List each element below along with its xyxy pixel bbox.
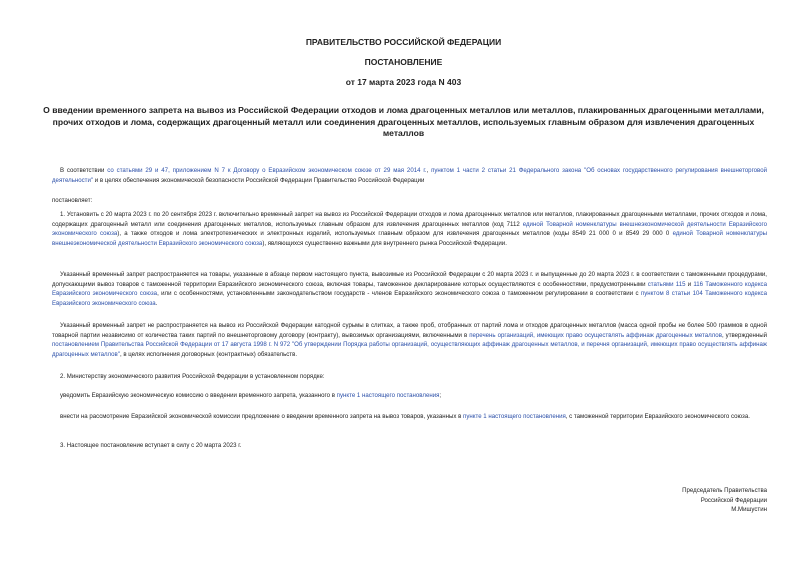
government-heading: ПРАВИТЕЛЬСТВО РОССИЙСКОЙ ФЕДЕРАЦИИ (305, 37, 502, 47)
resolution-972-link[interactable]: постановлением Правительства Российской Федерации от 17 августа 1998 г. N 972 "Об утверждении Порядка работы организаций, осуществляющих аффинаж драгоценных металлов, и перечня организаций, имеющих право осуществлять аффинаж драгоценных металлов" (52, 341, 767, 358)
point-1-link-b[interactable]: пункте 1 настоящего постановления (463, 413, 566, 420)
signature-block (607, 486, 767, 515)
paragraph-2 (52, 270, 767, 308)
paragraph-2-text-4: . (155, 299, 158, 307)
paragraph-7: 3. Настоящее постановление вступает в силу с 20 марта 2023 г. (60, 442, 242, 449)
paragraph-4: 2. Министерству экономического развития Российской Федерации в установленном порядке: (60, 373, 325, 380)
document-type: ПОСТАНОВЛЕНИЕ (364, 57, 443, 67)
preamble-paragraph (52, 166, 767, 185)
tn-ved-link-2[interactable]: единой Товарной номенклатуры внешнеэкономической деятельности Евразийского экономического союза (52, 230, 767, 247)
document-title: О введении временного запрета на вывоз из Российской Федерации отходов и лома драгоценных металлов или металлов, плакированных драгоценными металлами, прочих отходов и лома, содержащих драгоценный металл или соединения драгоценных металлов, используемых главным образом для извлечения драгоценных металлов (43, 105, 764, 138)
paragraph-5-text-1: уведомить Евразийскую экономическую комиссию о введении временного запрета, указанного в (60, 392, 337, 399)
paragraph-3-text-2: , утвержденный (721, 331, 767, 339)
paragraph-1-text-3: ), являющихся существенно важными для внутреннего рынка Российской Федерации. (262, 239, 507, 247)
paragraph-6-text-2: , с таможенной территории Евразийского экономического союза. (565, 413, 750, 420)
paragraph-3-text-1: Указанный временный запрет не распространяется на вывоз из Российской Федерации катодной сурьмы в слитках, а также проб, отобранных от партий лома и отходов драгоценных металлов (масса одной пробы не более 500 граммов в одной товарной партии независимо от количества таких партий по внешнеторговому договору (контракту), вывозимых организациями, включенными в (52, 322, 767, 339)
article-116-link[interactable]: 116 Таможенного кодекса Евразийского экономического союза (52, 280, 767, 298)
article-115-link[interactable]: статьями 115 (647, 280, 686, 288)
preamble-text-3: и в целях обеспечения экономической безопасности Российской Федерации Правительство Российской Федерации (93, 176, 425, 184)
point-1-link-a[interactable]: пункте 1 настоящего постановления (336, 392, 440, 399)
signature-name: М.Мишустин (731, 506, 767, 514)
federal-law-link[interactable]: пунктом 1 части 2 статьи 21 Федерального закона "Об основах государственного регулирования внешнеторговой деятельности" (52, 167, 768, 184)
paragraph-1-text-1: 1. Установить с 20 марта 2023 г. по 20 сентября 2023 г. включительно временный запрет на вывоз из Российской Федерации отходов и лома драгоценных металлов или металлов, плакированных драгоценными металлами, прочих отходов и лома, содержащих драгоценный металл или соединения драгоценных металлов, используемых главным образом для извлечения драгоценных металлов (код 7112 (52, 211, 767, 228)
paragraph-6-text-1: внести на рассмотрение Евразийской экономической комиссии предложение о введении временного запрета на вывоз товаров, указанных в (60, 413, 464, 420)
preamble-text-2: , (426, 167, 432, 174)
paragraph-2-text-3: , или с особенностями, установленными законодательством государств - членов Евразийского экономического союза о таможенном регулировании в соответствии с (157, 290, 641, 298)
document-date-number: от 17 марта 2023 года N 403 (345, 77, 462, 87)
article-104-link[interactable]: пунктом 8 статьи 104 Таможенного кодекса Евразийского экономического союза (52, 290, 767, 307)
paragraph-3-text-3: , в целях исполнения договорных (контрактных) обязательств. (119, 350, 298, 358)
paragraph-5 (52, 391, 767, 401)
paragraph-2-text-1: Указанный временный запрет распространяется на товары, указанные в абзаце первом настоящего пункта, вывозимые из Российской Федерации с 20 марта 2023 г. и выпущенные до 20 марта 2023 г. в соответствии с таможенными процедурами, допускающими вывоз товаров с таможенной территории Евразийского экономического союза, включая товары, таможенное декларирование которых осуществляются с особенностями, предусмотренными (52, 271, 767, 288)
paragraph-3 (52, 321, 767, 359)
resolves-text: постановляет: (52, 197, 93, 204)
paragraph-5-text-2: ; (439, 392, 442, 399)
refiners-list-link[interactable]: перечень организаций, имеющих право осуществлять аффинаж драгоценных металлов (469, 331, 722, 339)
paragraph-1-text-2: ), а также отходов и лома электротехнических и электронных изделий, используемых главным образом для извлечения драгоценных металлов (коды 8549 21 000 0 и 8549 29 000 0 (117, 230, 673, 238)
tn-ved-link-1[interactable]: единой Товарной номенклатуры внешнеэкономической деятельности Евразийского экономического союза (52, 220, 767, 238)
signature-country: Российской Федерации (700, 496, 767, 504)
signature-position: Председатель Правительства (682, 487, 767, 494)
paragraph-2-text-2: и (685, 280, 694, 288)
paragraph-1 (52, 210, 767, 248)
treaty-link[interactable]: со статьями 29 и 47, приложением N 7 к Договору о Евразийском экономическом союзе от 29 мая 2014 г. (107, 167, 427, 174)
preamble-text-1: В соответствии (60, 167, 108, 174)
paragraph-6 (52, 412, 767, 422)
